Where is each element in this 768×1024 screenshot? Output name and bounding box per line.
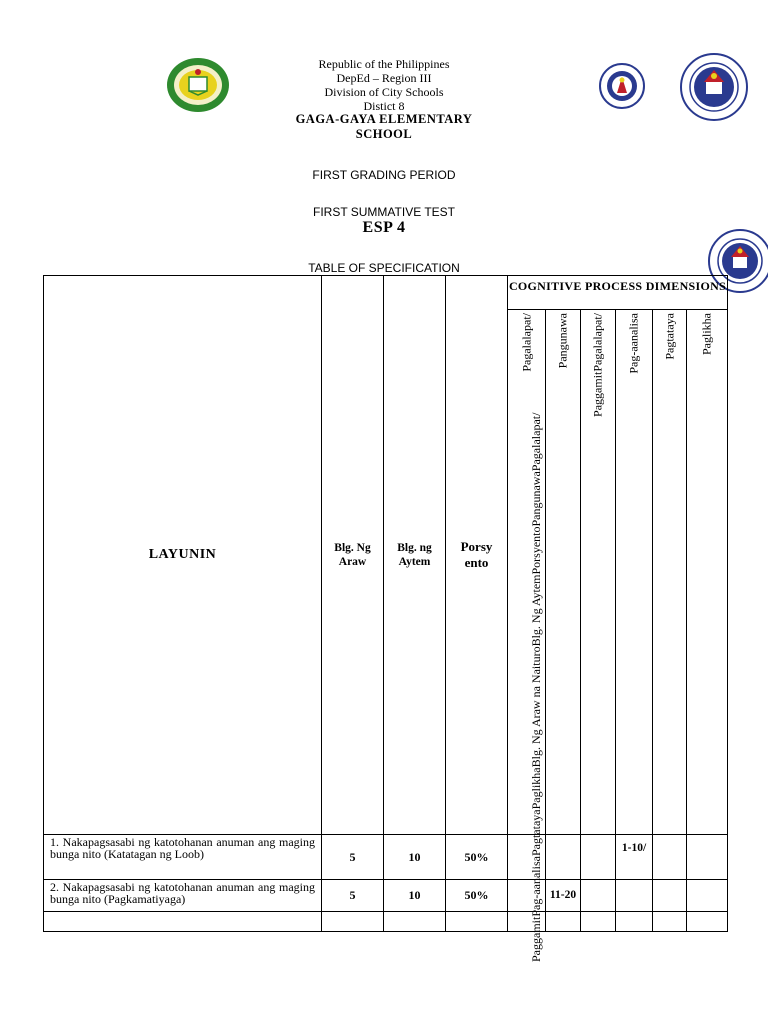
row-araw: 5 xyxy=(322,880,384,912)
row-aytem xyxy=(384,912,446,932)
grading-period-title: FIRST GRADING PERIOD xyxy=(312,168,456,182)
header-republic: Republic of the Philippines xyxy=(318,57,450,71)
row-cell xyxy=(653,835,687,880)
header-division: Division of City Schools xyxy=(324,85,444,99)
cpd-col-pagtataya: Pagtataya xyxy=(653,310,687,835)
tos-table xyxy=(43,275,728,932)
header-school-name: GAGA-GAYA ELEMENTARY xyxy=(295,112,473,126)
row-cell xyxy=(581,835,616,880)
subject-title: ESP 4 xyxy=(362,219,406,236)
row-cell: 1-10/ xyxy=(616,835,653,880)
row-araw xyxy=(322,912,384,932)
cpd-col-paggamit: PaggamitPagalalapat/ xyxy=(581,310,616,835)
row-cell xyxy=(581,880,616,912)
header-school-name-cut: SCHOOL xyxy=(355,127,413,141)
cpd-col-pangunawa: Pangunawa xyxy=(546,310,581,835)
col-header-araw: Blg. Ng Araw xyxy=(322,276,384,835)
row-aytem: 10 xyxy=(384,880,446,912)
cpd-col-paglikha: Paglikha xyxy=(687,310,728,835)
row-cell xyxy=(546,912,581,932)
cpd-col-pagalalapat: Pagalalapat/ xyxy=(508,310,546,835)
row-cell xyxy=(581,912,616,932)
cognitive-process-dimensions-header: COGNITIVE PROCESS DIMENSIONS xyxy=(508,276,728,310)
overflow-vertical-text: PaggamitPag-aanalisaPagtatayaPaglikhaBlg. Ng Araw na NaituroBlg. Ng AytemPorsyentoPangunawaPagalalapat/ xyxy=(529,412,543,962)
row-porsyento: 50% xyxy=(446,835,508,880)
row-cell: 11-20 xyxy=(546,880,581,912)
row-cell xyxy=(687,880,728,912)
row-cell xyxy=(653,912,687,932)
table-row xyxy=(44,912,728,932)
row-cell xyxy=(546,835,581,880)
header-deped-region: DepEd – Region III xyxy=(336,71,432,85)
row-aytem: 10 xyxy=(384,835,446,880)
cpd-col-pag-aanalisa: Pag-aanalisa xyxy=(616,310,653,835)
table-row xyxy=(44,835,728,880)
header-district: Distict 8 xyxy=(363,99,405,113)
row-layunin: 2. Nakapagsasabi ng katotohanan anuman ang maging bunga nito (Pagkamatiyaga) xyxy=(44,880,322,912)
summative-test-title: FIRST SUMMATIVE TEST xyxy=(312,205,455,219)
col-header-layunin: LAYUNIN xyxy=(44,276,322,835)
row-cell xyxy=(616,880,653,912)
row-layunin xyxy=(44,912,322,932)
row-porsyento: 50% xyxy=(446,880,508,912)
tos-title: TABLE OF SPECIFICATION xyxy=(308,261,460,275)
col-header-porsyento: Porsy ento xyxy=(446,276,508,835)
row-cell xyxy=(687,835,728,880)
col-header-aytem: Blg. ng Aytem xyxy=(384,276,446,835)
row-cell xyxy=(687,912,728,932)
row-layunin: 1. Nakapagsasabi ng katotohanan anuman ang maging bunga nito (Katatagan ng Loob) xyxy=(44,835,322,880)
table-row xyxy=(44,880,728,912)
row-cell xyxy=(653,880,687,912)
row-cell xyxy=(616,912,653,932)
row-porsyento xyxy=(446,912,508,932)
row-araw: 5 xyxy=(322,835,384,880)
